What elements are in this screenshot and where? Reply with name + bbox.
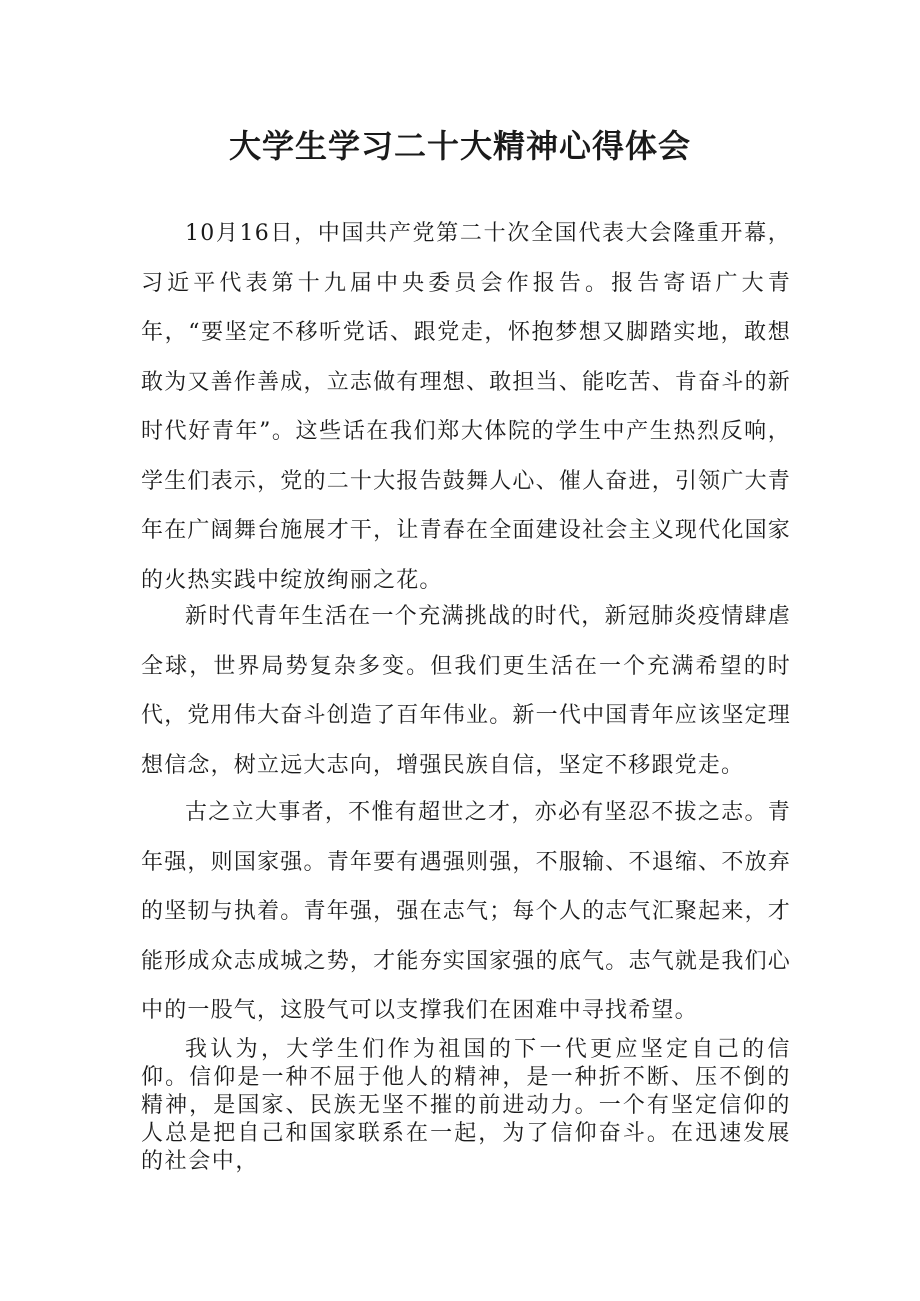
paragraph-2: 新时代青年生活在一个充满挑战的时代，新冠肺炎疫情肆虐全球，世界局势复杂多变。但我们更生活在一个充满希望的时代，党用伟大奋斗创造了百年伟业。新一代中国青年应该坚定理想信念，树立远大志向，增强民族自信，坚定不移跟党走。 — [141, 604, 791, 778]
paragraph-3: 古之立大事者，不惟有超世之才，亦必有坚忍不拔之志。青年强，则国家强。青年要有遇强则强，不服输、不退缩、不放弃的坚韧与执着。青年强，强在志气；每个人的志气汇聚起来，才能形成众志成城之势，才能夯实国家强的底气。志气就是我们心中的一股气，这股气可以支撑我们在困难中寻找希望。 — [141, 800, 791, 1023]
paragraph-1: 10月16日，中国共产党第二十次全国代表大会隆重开幕，习近平代表第十九届中央委员会作报告。报告寄语广大青年，“要坚定不移听党话、跟党走，怀抱梦想又脚踏实地，敢想敢为又善作善成，立志做有理想、敢担当、能吃苦、肯奋斗的新时代好青年”。这些话在我们郑大体院的学生中产生热烈反响，学生们表示，党的二十大报告鼓舞人心、催人奋进，引领广大青年在广阔舞台施展才干，让青春在全面建设社会主义现代化国家的火热实践中绽放绚丽之花。 — [141, 221, 791, 593]
paragraph-4: 我认为，大学生们作为祖国的下一代更应坚定自己的信仰。信仰是一种不屈于他人的精神，是一种折不断、压不倒的精神，是国家、民族无坚不摧的前进动力。一个有坚定信仰的人总是把自己和国家联系在一起，为了信仰奋斗。在迅速发展的社会中， — [141, 1037, 791, 1174]
document-title: 大学生学习二十大精神心得体会 — [228, 127, 691, 165]
